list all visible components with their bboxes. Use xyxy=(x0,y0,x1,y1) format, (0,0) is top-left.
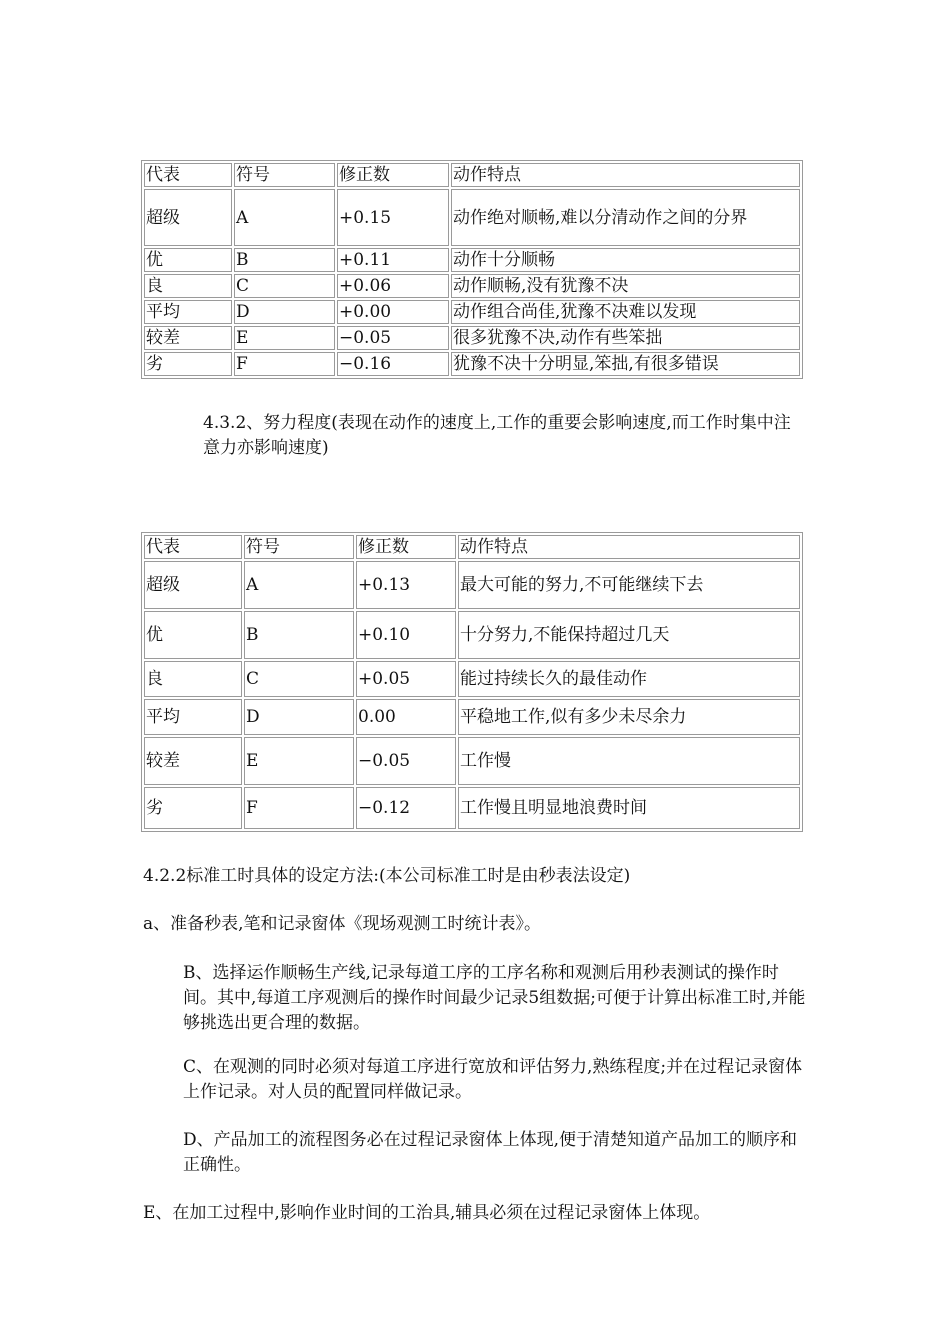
table-row xyxy=(144,661,800,697)
table-row xyxy=(144,189,800,246)
description-cell: 十分努力,不能保持超过几天 xyxy=(458,611,800,659)
level-cell: 优 xyxy=(144,248,232,272)
description-cell: 能过持续长久的最佳动作 xyxy=(458,661,800,697)
factor-cell: 0.00 xyxy=(356,699,456,735)
symbol-cell: F xyxy=(244,787,354,829)
factor-cell: −0.12 xyxy=(356,787,456,829)
symbol-cell: C xyxy=(234,274,335,298)
description-cell: 工作慢且明显地浪费时间 xyxy=(458,787,800,829)
symbol-cell: C xyxy=(244,661,354,697)
skill-table xyxy=(141,160,803,379)
table-row xyxy=(144,326,800,350)
description-cell: 犹豫不决十分明显,笨拙,有很多错误 xyxy=(451,352,800,376)
table-row xyxy=(144,561,800,609)
header-cell: 代表 xyxy=(144,535,242,559)
header-cell: 修正数 xyxy=(356,535,456,559)
description-cell: 动作组合尚佳,犹豫不决难以发现 xyxy=(451,300,800,324)
symbol-cell: B xyxy=(234,248,335,272)
symbol-cell: A xyxy=(244,561,354,609)
factor-cell: +0.05 xyxy=(356,661,456,697)
factor-cell: +0.10 xyxy=(356,611,456,659)
header-cell: 动作特点 xyxy=(458,535,800,559)
description-cell: 工作慢 xyxy=(458,737,800,785)
step-e: E、在加工过程中,影响作业时间的工治具,辅具必须在过程记录窗体上体现。 xyxy=(143,1203,711,1223)
step-a: a、准备秒表,笔和记录窗体《现场观测工时统计表》。 xyxy=(143,914,542,934)
table-row xyxy=(144,300,800,324)
description-cell: 最大可能的努力,不可能继续下去 xyxy=(458,561,800,609)
header-cell: 符号 xyxy=(234,163,335,187)
table-row xyxy=(144,699,800,735)
header-cell: 符号 xyxy=(244,535,354,559)
table-row xyxy=(144,352,800,376)
effort-heading: 4.3.2、努力程度(表现在动作的速度上,工作的重要会影响速度,而工作时集中注意力亦影响速度) xyxy=(203,413,791,458)
factor-cell: −0.05 xyxy=(337,326,449,350)
symbol-cell: E xyxy=(234,326,335,350)
symbol-cell: E xyxy=(244,737,354,785)
level-cell: 劣 xyxy=(144,787,242,829)
effort-table xyxy=(141,532,803,832)
factor-cell: +0.11 xyxy=(337,248,449,272)
section-heading-422: 4.2.2标准工时具体的设定方法:(本公司标准工时是由秒表法设定) xyxy=(143,866,631,886)
symbol-cell: D xyxy=(234,300,335,324)
table-header-row xyxy=(144,163,800,187)
table-row xyxy=(144,274,800,298)
level-cell: 良 xyxy=(144,661,242,697)
step-b: B、选择运作顺畅生产线,记录每道工序的工序名称和观测后用秒表测试的操作时间。其中,每道工序观测后的操作时间最少记录5组数据;可便于计算出标准工时,并能够挑选出更合理的数据。 xyxy=(183,963,806,1033)
factor-cell: +0.00 xyxy=(337,300,449,324)
symbol-cell: F xyxy=(234,352,335,376)
factor-cell: +0.15 xyxy=(337,189,449,246)
description-cell: 动作顺畅,没有犹豫不决 xyxy=(451,274,800,298)
level-cell: 较差 xyxy=(144,326,232,350)
header-cell: 代表 xyxy=(144,163,232,187)
factor-cell: +0.13 xyxy=(356,561,456,609)
description-cell: 平稳地工作,似有多少未尽余力 xyxy=(458,699,800,735)
table-row xyxy=(144,248,800,272)
step-d: D、产品加工的流程图务必在过程记录窗体上体现,便于清楚知道产品加工的顺序和正确性。 xyxy=(183,1130,798,1175)
level-cell: 优 xyxy=(144,611,242,659)
description-cell: 动作十分顺畅 xyxy=(451,248,800,272)
level-cell: 超级 xyxy=(144,561,242,609)
symbol-cell: A xyxy=(234,189,335,246)
level-cell: 超级 xyxy=(144,189,232,246)
description-cell: 很多犹豫不决,动作有些笨拙 xyxy=(451,326,800,350)
table-header-row xyxy=(144,535,800,559)
header-cell: 修正数 xyxy=(337,163,449,187)
factor-cell: +0.06 xyxy=(337,274,449,298)
level-cell: 较差 xyxy=(144,737,242,785)
symbol-cell: D xyxy=(244,699,354,735)
table-row xyxy=(144,737,800,785)
description-cell: 动作绝对顺畅,难以分清动作之间的分界 xyxy=(451,189,800,246)
table-row xyxy=(144,787,800,829)
level-cell: 良 xyxy=(144,274,232,298)
level-cell: 平均 xyxy=(144,699,242,735)
table-row xyxy=(144,611,800,659)
step-c: C、在观测的同时必须对每道工序进行宽放和评估努力,熟练程度;并在过程记录窗体上作记录。对人员的配置同样做记录。 xyxy=(183,1057,803,1102)
factor-cell: −0.16 xyxy=(337,352,449,376)
level-cell: 劣 xyxy=(144,352,232,376)
header-cell: 动作特点 xyxy=(451,163,800,187)
level-cell: 平均 xyxy=(144,300,232,324)
factor-cell: −0.05 xyxy=(356,737,456,785)
symbol-cell: B xyxy=(244,611,354,659)
